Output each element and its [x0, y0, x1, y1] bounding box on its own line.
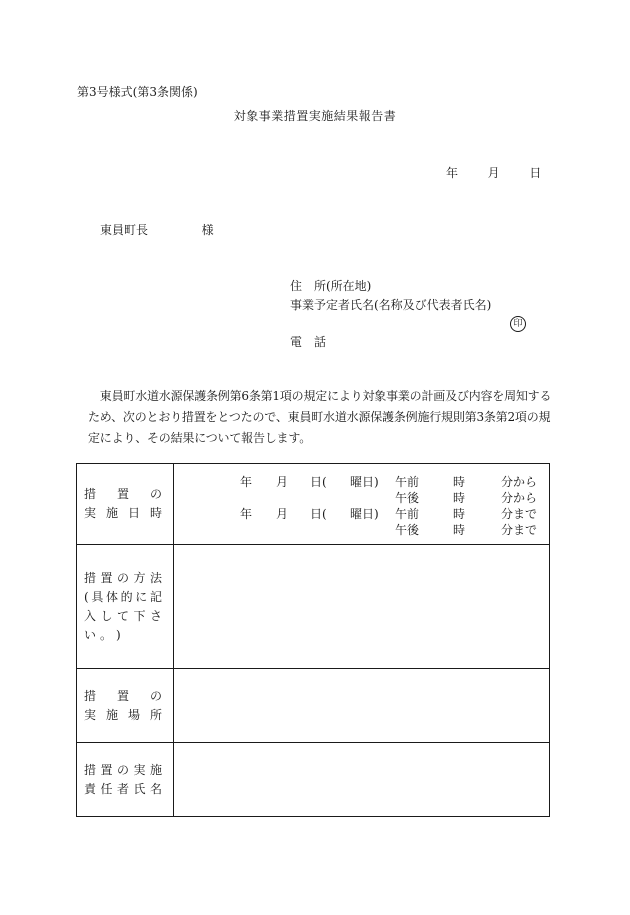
applicant-name-label: 事業予定者氏名(名称及び代表者氏名) [290, 298, 492, 312]
schedule-grid [174, 464, 549, 544]
label-method [77, 545, 174, 669]
addressee-honorific: 様 [201, 223, 214, 237]
label-line: い 。 ) [84, 627, 121, 642]
report-table [76, 463, 550, 817]
label-line: 措 置 の [84, 688, 162, 703]
table-row-location [77, 669, 550, 743]
date-year-label: 年 [446, 166, 459, 180]
location-field[interactable] [174, 669, 550, 743]
end-pm-hour-label: 時 [453, 523, 466, 537]
end-day-label: 日( [310, 507, 327, 521]
label-implementation-datetime [77, 464, 174, 545]
end-am-minute-until: 分まで [501, 507, 538, 521]
date-day-label: 日 [529, 166, 542, 180]
end-month-label: 月 [276, 507, 289, 521]
date-month-label: 月 [487, 166, 500, 180]
label-line: 実 施 場 所 [84, 707, 162, 722]
form-number: 第3号様式(第3条関係) [77, 85, 198, 99]
start-year-label: 年 [240, 475, 253, 489]
label-line: 実 施 日 時 [84, 506, 162, 520]
start-month-label: 月 [276, 475, 289, 489]
document-title: 対象事業措置実施結果報告書 [233, 109, 397, 123]
table-row-responsible [77, 743, 550, 817]
start-am-label: 午前 [395, 475, 420, 489]
start-pm-minute-from: 分から [501, 491, 538, 505]
statement-line: 定により、その結果について報告します。 [88, 431, 312, 445]
label-location [77, 669, 174, 743]
table-row-date [77, 464, 550, 545]
start-day-label: 日( [310, 475, 327, 489]
start-weekday-label: 曜日) [350, 475, 379, 489]
phone-label: 電 話 [290, 335, 327, 349]
label-line: 措 置 の 実 施 [84, 762, 162, 777]
end-pm-label: 午後 [395, 523, 420, 537]
start-pm-hour-label: 時 [453, 491, 466, 505]
report-date [446, 167, 541, 179]
end-am-label: 午前 [395, 507, 420, 521]
end-weekday-label: 曜日) [350, 507, 379, 521]
label-line: 措 置 の 方 法 [84, 570, 162, 585]
statement-line: 東員町水道水源保護条例第6条第1項の規定により対象事業の計画及び内容を周知する [88, 389, 552, 403]
report-statement [88, 386, 553, 449]
start-pm-label: 午後 [395, 491, 420, 505]
start-am-hour-label: 時 [453, 475, 466, 489]
responsible-person-field[interactable] [174, 743, 550, 817]
seal-mark: 印 [510, 316, 526, 332]
end-pm-minute-until: 分まで [501, 523, 538, 537]
label-line: ( 具 体 的 に 記 [84, 589, 162, 604]
label-line: 入 し て 下 さ [84, 608, 162, 623]
method-field[interactable] [174, 545, 550, 669]
label-responsible-person [77, 743, 174, 817]
addressee [100, 224, 214, 236]
end-year-label: 年 [240, 507, 253, 521]
implementation-datetime-field[interactable] [174, 464, 550, 545]
label-line: 責 任 者 氏 名 [84, 781, 162, 796]
table-row-method [77, 545, 550, 669]
statement-line: ため、次のとおり措置をとつたので、東員町水道水源保護条例施行規則第3条第2項の規 [88, 410, 551, 424]
address-label: 住 所(所在地) [290, 279, 372, 293]
label-line: 措 置 の [84, 487, 162, 501]
addressee-name: 東員町長 [100, 223, 149, 237]
start-am-minute-from: 分から [501, 475, 538, 489]
end-am-hour-label: 時 [453, 507, 466, 521]
